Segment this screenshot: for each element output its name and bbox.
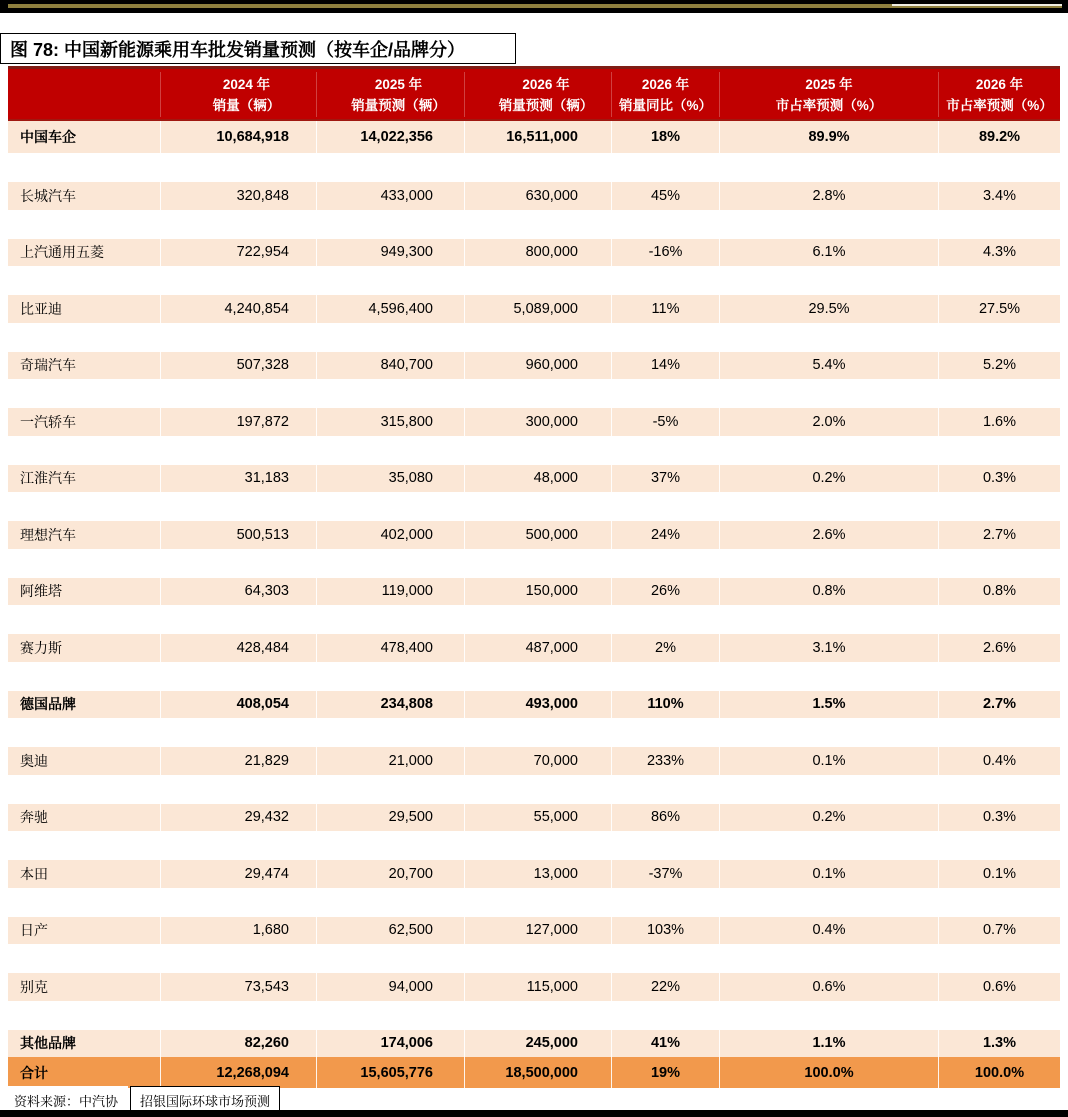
sales-2024-cell: 29,432	[160, 804, 316, 832]
yoy-2026-cell: 86%	[611, 804, 719, 832]
forecast-2026-cell: 48,000	[464, 465, 611, 493]
sales-2024-cell: 1,680	[160, 917, 316, 945]
yoy-2026-cell: -5%	[611, 408, 719, 436]
forecast-2025-cell: 234,808	[316, 691, 464, 719]
table-row	[8, 465, 1060, 493]
share-2025-cell: 3.1%	[719, 634, 938, 662]
total-2026-forecast-cell: 18,500,000	[464, 1057, 611, 1088]
forecast-2026-cell: 493,000	[464, 691, 611, 719]
source-label: 资料来源：中汽协	[8, 1086, 128, 1115]
forecast-2025-cell: 119,000	[316, 578, 464, 606]
forecast-2025-cell: 949,300	[316, 239, 464, 267]
header-cell-brand	[8, 72, 160, 117]
total-row	[8, 1057, 1060, 1088]
forecast-2026-cell: 800,000	[464, 239, 611, 267]
table-row	[8, 1030, 1060, 1058]
table-row	[8, 804, 1060, 832]
share-2025-cell: 5.4%	[719, 352, 938, 380]
yoy-2026-cell: 24%	[611, 521, 719, 549]
yoy-2026-cell: 2%	[611, 634, 719, 662]
sales-2024-cell: 10,684,918	[160, 121, 316, 153]
share-2026-cell: 0.1%	[938, 860, 1060, 888]
yoy-2026-cell: 103%	[611, 917, 719, 945]
forecast-2026-cell: 150,000	[464, 578, 611, 606]
forecast-2026-cell: 500,000	[464, 521, 611, 549]
forecast-2025-cell: 402,000	[316, 521, 464, 549]
table-row	[8, 352, 1060, 380]
yoy-2026-cell: 11%	[611, 295, 719, 323]
share-2025-cell: 2.6%	[719, 521, 938, 549]
forecast-2026-cell: 13,000	[464, 860, 611, 888]
forecast-2025-cell: 478,400	[316, 634, 464, 662]
brand-name-cell: 本田	[20, 865, 48, 882]
brand-label: 招银国际环球市场预测	[130, 1086, 280, 1115]
forecast-2025-cell: 20,700	[316, 860, 464, 888]
table-row	[8, 747, 1060, 775]
sales-2024-cell: 408,054	[160, 691, 316, 719]
sales-2024-cell: 64,303	[160, 578, 316, 606]
yoy-2026-cell: 41%	[611, 1030, 719, 1058]
header-cell-2026-forecast	[464, 72, 611, 117]
table-row	[8, 521, 1060, 549]
forecast-2026-cell: 16,511,000	[464, 121, 611, 153]
share-2025-cell: 0.2%	[719, 465, 938, 493]
share-2025-cell: 0.2%	[719, 804, 938, 832]
table-body	[8, 121, 1060, 1057]
total-name-cell: 合计	[20, 1064, 48, 1081]
forecast-2025-cell: 94,000	[316, 973, 464, 1001]
brand-name-cell: 中国车企	[20, 129, 76, 145]
yoy-2026-cell: 110%	[611, 691, 719, 719]
header-line2: 销量预测（辆）	[351, 97, 446, 113]
header-line1: 2026 年	[641, 76, 690, 92]
header-cell-2025-forecast	[316, 72, 464, 117]
table-row	[8, 239, 1060, 267]
brand-name-cell: 日产	[20, 922, 48, 939]
header-line1: 2024 年	[222, 76, 271, 92]
sales-2024-cell: 73,543	[160, 973, 316, 1001]
forecast-2025-cell: 315,800	[316, 408, 464, 436]
sales-2024-cell: 428,484	[160, 634, 316, 662]
brand-name-cell: 江淮汽车	[20, 470, 76, 487]
sales-2024-cell: 21,829	[160, 747, 316, 775]
brand-name-cell: 一汽轿车	[20, 413, 76, 430]
share-2026-cell: 1.3%	[938, 1030, 1060, 1058]
top-decoration-bar	[0, 0, 1068, 13]
header-line2: 市占率预测（%）	[775, 97, 883, 113]
figure-title-box	[0, 33, 516, 64]
share-2026-cell: 0.4%	[938, 747, 1060, 775]
forecast-2026-cell: 630,000	[464, 182, 611, 210]
table-row	[8, 973, 1060, 1001]
table-row	[8, 182, 1060, 210]
forecast-2026-cell: 55,000	[464, 804, 611, 832]
header-line1: 2026 年	[975, 76, 1024, 92]
forecast-2025-cell: 840,700	[316, 352, 464, 380]
header-cell-2026-yoy	[611, 72, 719, 117]
yoy-2026-cell: 22%	[611, 973, 719, 1001]
table-row	[8, 634, 1060, 662]
share-2026-cell: 3.4%	[938, 182, 1060, 210]
brand-name-cell: 别克	[20, 978, 48, 995]
share-2025-cell: 6.1%	[719, 239, 938, 267]
brand-name-cell: 阿维塔	[20, 583, 62, 600]
sales-2024-cell: 31,183	[160, 465, 316, 493]
yoy-2026-cell: 45%	[611, 182, 719, 210]
header-line2: 销量（辆）	[212, 97, 281, 113]
total-2026-share-cell: 100.0%	[938, 1057, 1060, 1088]
forecast-2026-cell: 300,000	[464, 408, 611, 436]
share-2026-cell: 4.3%	[938, 239, 1060, 267]
yoy-2026-cell: 233%	[611, 747, 719, 775]
share-2026-cell: 0.8%	[938, 578, 1060, 606]
brand-name-cell: 赛力斯	[20, 639, 62, 656]
bottom-decoration-bar	[0, 1110, 1068, 1117]
header-cell-2024-sales	[160, 72, 316, 117]
sales-2024-cell: 29,474	[160, 860, 316, 888]
share-2026-cell: 5.2%	[938, 352, 1060, 380]
header-line1: 2025 年	[374, 76, 423, 92]
brand-name-cell: 其他品牌	[20, 1035, 76, 1052]
table-row	[8, 917, 1060, 945]
light-accent-line	[892, 4, 1062, 6]
share-2025-cell: 1.1%	[719, 1030, 938, 1058]
sales-2024-cell: 500,513	[160, 521, 316, 549]
yoy-2026-cell: 37%	[611, 465, 719, 493]
sales-2024-cell: 4,240,854	[160, 295, 316, 323]
share-2025-cell: 0.4%	[719, 917, 938, 945]
header-line2: 销量同比（%）	[618, 97, 712, 113]
total-2025-forecast-cell: 15,605,776	[316, 1057, 464, 1088]
brand-name-cell: 长城汽车	[20, 187, 76, 204]
brand-name-cell: 奥迪	[20, 752, 48, 769]
share-2025-cell: 2.0%	[719, 408, 938, 436]
header-line1: 2025 年	[805, 76, 853, 92]
share-2025-cell: 0.1%	[719, 747, 938, 775]
brand-name-cell: 理想汽车	[20, 526, 76, 543]
header-cell-2026-share	[938, 72, 1060, 117]
brand-name-cell: 上汽通用五菱	[20, 244, 104, 261]
header-line1: 2026 年	[522, 76, 570, 92]
share-2025-cell: 89.9%	[719, 121, 938, 153]
forecast-2025-cell: 174,006	[316, 1030, 464, 1058]
share-2025-cell: 2.8%	[719, 182, 938, 210]
table-row	[8, 860, 1060, 888]
share-2025-cell: 29.5%	[719, 295, 938, 323]
forecast-2026-cell: 487,000	[464, 634, 611, 662]
forecast-2026-cell: 960,000	[464, 352, 611, 380]
forecast-2025-cell: 433,000	[316, 182, 464, 210]
forecast-2026-cell: 115,000	[464, 973, 611, 1001]
total-2026-yoy-cell: 19%	[611, 1057, 719, 1088]
yoy-2026-cell: 18%	[611, 121, 719, 153]
header-line2: 销量预测（辆）	[498, 97, 594, 113]
share-2026-cell: 0.3%	[938, 804, 1060, 832]
share-2026-cell: 0.7%	[938, 917, 1060, 945]
figure-title: 图 78: 中国新能源乘用车批发销量预测（按车企/品牌分）	[10, 39, 466, 60]
share-2026-cell: 2.6%	[938, 634, 1060, 662]
total-2025-share-cell: 100.0%	[719, 1057, 938, 1088]
sales-2024-cell: 82,260	[160, 1030, 316, 1058]
forecast-2025-cell: 29,500	[316, 804, 464, 832]
forecast-2025-cell: 4,596,400	[316, 295, 464, 323]
forecast-2026-cell: 127,000	[464, 917, 611, 945]
header-cell-2025-share	[719, 72, 938, 117]
share-2026-cell: 0.3%	[938, 465, 1060, 493]
sales-2024-cell: 507,328	[160, 352, 316, 380]
share-2026-cell: 1.6%	[938, 408, 1060, 436]
sales-2024-cell: 197,872	[160, 408, 316, 436]
share-2026-cell: 2.7%	[938, 691, 1060, 719]
yoy-2026-cell: 26%	[611, 578, 719, 606]
brand-name-cell: 奔驰	[20, 809, 48, 826]
table-row	[8, 295, 1060, 323]
brand-name-cell: 比亚迪	[20, 300, 62, 317]
share-2025-cell: 1.5%	[719, 691, 938, 719]
brand-name-cell: 德国品牌	[20, 696, 76, 713]
forecast-table	[8, 66, 1060, 1088]
share-2026-cell: 0.6%	[938, 973, 1060, 1001]
share-2026-cell: 89.2%	[938, 121, 1060, 153]
forecast-2025-cell: 35,080	[316, 465, 464, 493]
forecast-2026-cell: 70,000	[464, 747, 611, 775]
share-2026-cell: 27.5%	[938, 295, 1060, 323]
share-2025-cell: 0.6%	[719, 973, 938, 1001]
table-row	[8, 691, 1060, 719]
header-line2: 市占率预测（%）	[946, 97, 1053, 113]
forecast-2026-cell: 245,000	[464, 1030, 611, 1058]
yoy-2026-cell: 14%	[611, 352, 719, 380]
share-2025-cell: 0.1%	[719, 860, 938, 888]
share-2025-cell: 0.8%	[719, 578, 938, 606]
brand-name-cell: 奇瑞汽车	[20, 357, 76, 374]
forecast-2025-cell: 21,000	[316, 747, 464, 775]
table-header-row	[8, 66, 1060, 121]
table-row	[8, 121, 1060, 153]
table-row	[8, 408, 1060, 436]
share-2026-cell: 2.7%	[938, 521, 1060, 549]
yoy-2026-cell: -16%	[611, 239, 719, 267]
sales-2024-cell: 320,848	[160, 182, 316, 210]
table-row	[8, 578, 1060, 606]
total-2024-sales-cell: 12,268,094	[160, 1057, 316, 1088]
forecast-2026-cell: 5,089,000	[464, 295, 611, 323]
forecast-2025-cell: 62,500	[316, 917, 464, 945]
sales-2024-cell: 722,954	[160, 239, 316, 267]
yoy-2026-cell: -37%	[611, 860, 719, 888]
forecast-2025-cell: 14,022,356	[316, 121, 464, 153]
